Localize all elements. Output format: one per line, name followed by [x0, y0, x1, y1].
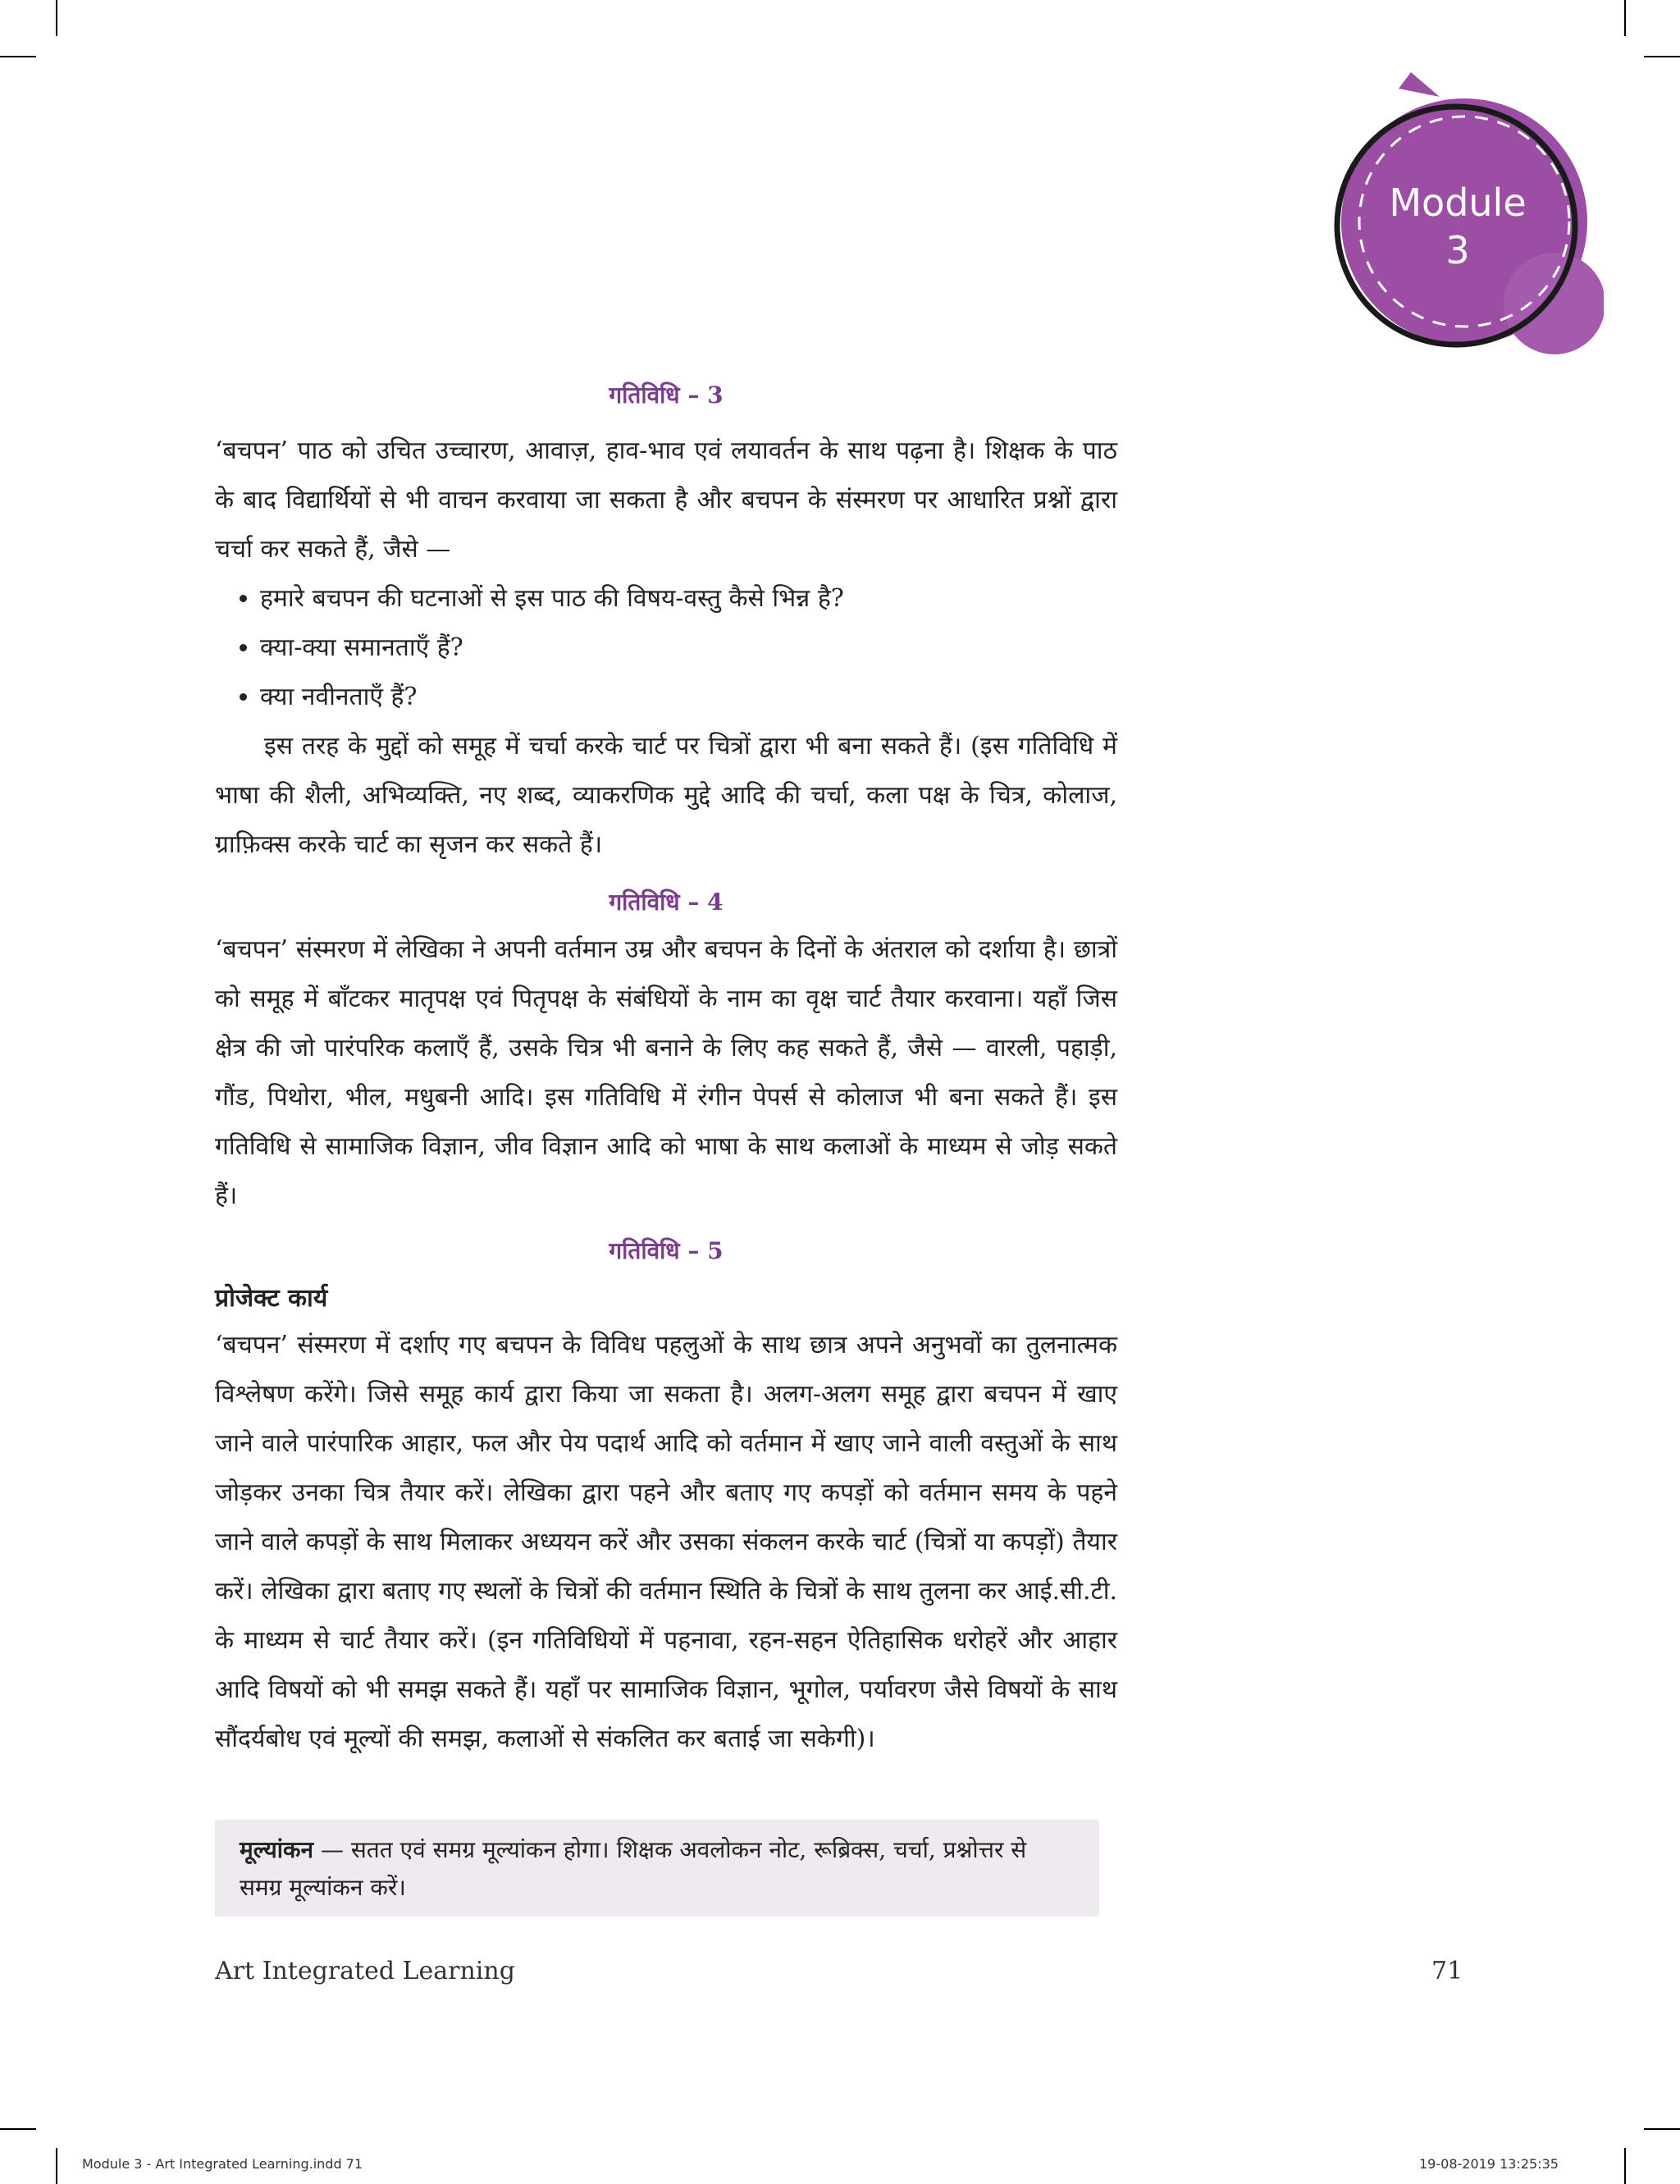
activity-3-heading: गतिविधि – 3 — [609, 382, 724, 409]
activity-5-heading: गतिविधि – 5 — [609, 1237, 724, 1264]
slug-date: 19-08-2019 13:25:35 — [1419, 2156, 1559, 2172]
list-item: • क्या नवीनताएँ हैं? — [260, 673, 1117, 722]
module-number: 3 — [1445, 228, 1470, 272]
activity-4-section — [215, 925, 1117, 1221]
crop-mark-bottom-left-h — [0, 2128, 36, 2130]
evaluation-box — [215, 1820, 1099, 1917]
evaluation-text — [240, 1820, 1075, 1907]
list-item: • हमारे बचपन की घटनाओं से इस पाठ की विषय-वस्तु कैसे भिन्न है? — [260, 574, 1117, 624]
activity-5-body: ‘बचपन’ संस्मरण में दर्शाए गए बचपन के विविध पहलुओं के साथ छात्र अपने अनुभवों का तुलनात्मक विश्लेषण करेंगे। जिसे समूह कार्य द्वारा किया जा सकता है। अलग-अलग समूह द्वारा बचपन में खाए जाने वाले पारंपारिक आहार, फल और पेय पदार्थ आदि को वर्तमान में खाए जाने वाली वस्तुओं के साथ जोड़कर उनका चित्र तैयार करें। लेखिका द्वारा पहने और बताए गए कपड़ों को वर्तमान समय के पहने जाने वाले कपड़ों के साथ मिलाकर अध्ययन करें और उसका संकलन करके चार्ट (चित्रों या कपड़ों) तैयार करें। लेखिका द्वारा बताए गए स्थलों के चित्रों की वर्तमान स्थिति के चित्रों के साथ तुलना कर आई.सी.टी. के माध्यम से चार्ट तैयार करें। (इन गतिविधियों में पहनावा, रहन-सहन ऐतिहासिक धरोहरें और आहार आदि विषयों को भी समझ सकते हैं। यहाँ पर सामाजिक विज्ञान, भूगोल, पर्यावरण जैसे विषयों के साथ सौंदर्यबोध एवं मूल्यों की समझ, कलाओं से संकलित कर बताई जा सकेगी)। — [215, 1331, 1117, 1753]
slug-file-name: Module 3 - Art Integrated Learning.indd 71 — [82, 2156, 363, 2172]
crop-mark-top-left-v — [56, 0, 57, 36]
book-title: Art Integrated Learning — [215, 1957, 515, 1985]
crop-mark-bottom-right-v — [1624, 2148, 1626, 2184]
evaluation-body: — सतत एवं समग्र मूल्यांकन होगा। शिक्षक अवलोकन नोट, रूब्रिक्स, चर्चा, प्रश्नोत्तर से समग्र मूल्यांकन करें। — [240, 1836, 1027, 1901]
crop-mark-top-right-h — [1644, 56, 1680, 57]
activity-5-section — [215, 1321, 1117, 1764]
activity-3-section — [215, 427, 1117, 870]
evaluation-label: मूल्यांकन — [240, 1836, 314, 1863]
project-work-subheading: प्रोजेक्ट कार्य — [215, 1284, 328, 1313]
crop-mark-bottom-right-h — [1644, 2128, 1680, 2130]
activity-3-bullets — [215, 574, 1117, 722]
page-number: 71 — [1431, 1957, 1463, 1985]
activity-3-intro: ‘बचपन’ पाठ को उचित उच्चारण, आवाज़, हाव-भाव एवं लयावर्तन के साथ पढ़ना है। शिक्षक के पाठ के बाद विद्यार्थियों से भी वाचन करवाया जा सकता है और बचपन के संस्मरण पर आधारित प्रश्नों द्वारा चर्चा कर सकते हैं, जैसे — — [215, 436, 1117, 564]
crop-mark-bottom-left-v — [56, 2148, 57, 2184]
crop-mark-top-right-v — [1624, 0, 1626, 36]
crop-mark-top-left-h — [0, 56, 36, 57]
activity-3-closing: इस तरह के मुद्दों को समूह में चर्चा करके चार्ट पर चित्रों द्वारा भी बना सकते हैं। (इस गतिविधि में भाषा की शैली, अभिव्यक्ति, नए शब्द, व्याकरणिक मुद्दे आदि की चर्चा, कला पक्ष के चित्र, कोलाज, ग्राफ़िक्स करके चार्ट का सृजन कर सकते हैं। — [215, 732, 1117, 859]
list-item: • क्या-क्या समानताएँ हैं? — [260, 624, 1117, 673]
activity-4-heading: गतिविधि – 4 — [609, 889, 724, 916]
module-label — [1347, 179, 1568, 274]
module-word: Module — [1389, 180, 1527, 225]
activity-4-body: ‘बचपन’ संस्मरण में लेखिका ने अपनी वर्तमान उम्र और बचपन के दिनों के अंतराल को दर्शाया है। छात्रों को समूह में बाँटकर मातृपक्ष एवं पितृपक्ष के संबंधियों के नाम का वृक्ष चार्ट तैयार करवाना। यहाँ जिस क्षेत्र की जो पारंपरिक कलाएँ हैं, उसके चित्र भी बनाने के लिए कह सकते हैं, जैसे — वारली, पहाड़ी, गौंड, पिथोरा, भील, मधुबनी आदि। इस गतिविधि में रंगीन पेपर्स से कोलाज भी बना सकते हैं। इस गतिविधि से सामाजिक विज्ञान, जीव विज्ञान आदि को भाषा के साथ कलाओं के माध्यम से जोड़ सकते हैं। — [215, 935, 1117, 1210]
